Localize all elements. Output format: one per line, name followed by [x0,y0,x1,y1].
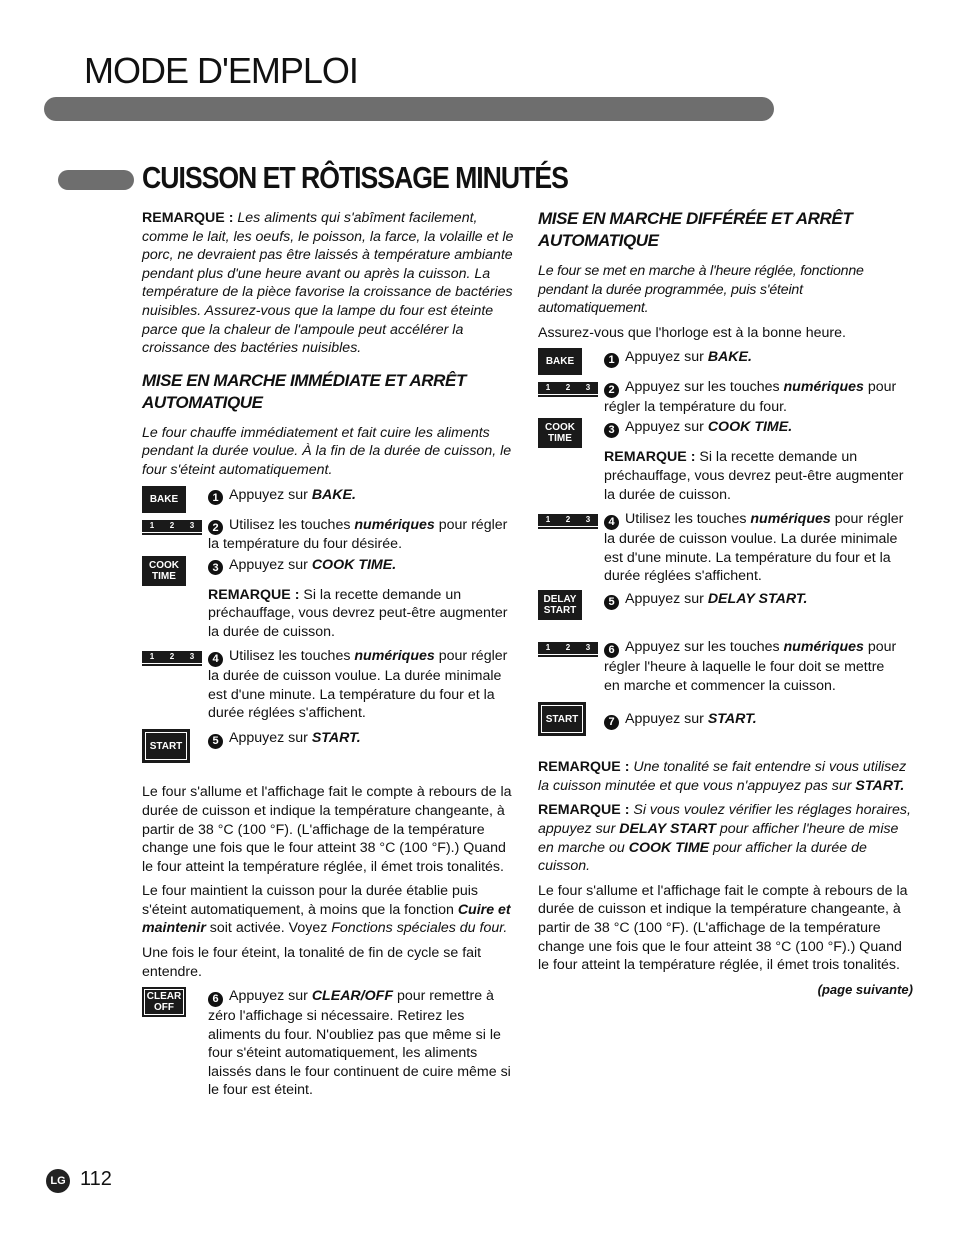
left-intro: Le four chauffe immédiatement et fait cuire les aliments pendant la durée voulue. À la fin de la durée de cuisson, le four s'éteint automatiquement. [142,424,512,478]
left-para-2: Le four maintient la cuisson pour la durée établie puis s'éteint automatiquement, à moins que la fonction Cuire et maintenir soit activée. Voyez Fonctions spéciales du four. [142,883,511,937]
left-para-3: Une fois le four éteint, la tonalité de fin de cycle se fait entendre. [142,945,482,980]
left-step-1: BAKE 1 Appuyez sur BAKE. [142,486,516,512]
left-step-4: 1 2 3 4 Utilisez les touches numériques pour régler la durée de cuisson voulue. La durée minimale est d'une minute. La température du four et la durée réglées s'affichent. [142,647,516,725]
cook-time-key: COOK TIME [142,556,186,586]
right-step-2: 1 2 3 2 Appuyez sur les touches numériques pour régler la température du four. [538,378,913,414]
right-remark-2: REMARQUE : Si vous voulez vérifier les réglages horaires, appuyez sur DELAY START pour afficher l'heure de mise en marche ou COOK TIME pour afficher la durée de cuisson. [538,802,911,875]
header-bar [44,97,774,121]
left-step-3: COOK TIME 3 Appuyez sur COOK TIME. [142,556,516,582]
left-para-1: Le four s'allume et l'affichage fait le compte à rebours de la durée de cuisson et indique la température changeante, à partir de 38 °C (100 °F). (L'affichage de la température change une fois que le four atteint 38 °C (100 °F).) Quand le four atteint la température réglée, il émet trois tonalités. [142,784,512,875]
right-step3-note: REMARQUE : Si la recette demande un préchauffage, vous devrez peut-être augmenter la durée de cuisson. [604,449,904,503]
start-key: START [142,729,190,763]
right-step-1: BAKE 1 Appuyez sur BAKE. [538,348,913,374]
number-keys: 1 2 3 [538,382,598,394]
left-step-5: START 5 Appuyez sur START. [142,729,516,779]
right-column [538,198,913,1005]
left-subheading: MISE EN MARCHE IMMÉDIATE ET ARRÊT AUTOMATIQUE [142,370,466,412]
right-step-5: DELAY START 5 Appuyez sur DELAY START. [538,590,913,634]
right-step-4: 1 2 3 4 Utilisez les touches numériques pour régler la durée de cuisson voulue. La durée minimale est d'une minute. La température du four et la durée réglées s'affichent. [538,510,913,586]
right-intro: Le four se met en marche à l'heure réglée, fonctionne pendant la durée programmée, puis s'éteint automatiquement. [538,263,864,317]
start-key: START [538,702,586,736]
bake-key: BAKE [538,348,582,375]
right-clock-note: Assurez-vous que l'horloge est à la bonne heure. [538,324,846,341]
bake-key: BAKE [142,486,186,513]
left-column [142,209,516,1111]
lg-logo-icon: LG [46,1169,70,1193]
right-para: Le four s'allume et l'affichage fait le compte à rebours de la durée de cuisson et indique la température changeante, à partir de 38 °C (100 °F). (L'affichage de la température change une fois que le four atteint 38 °C (100 °F).) Quand le four atteint la température réglée, il émet trois tonalités. [538,882,908,974]
delay-start-key: DELAY START [538,590,582,620]
manual-title: MODE D'EMPLOI [84,50,358,91]
right-step-6: 1 2 3 6 Appuyez sur les touches numériques pour régler l'heure à laquelle le four doit se mettre en marche et commencer la cuisson. [538,638,913,698]
right-step-3: COOK TIME 3 Appuyez sur COOK TIME. [538,418,913,444]
next-page-note: (page suivante) [817,981,913,997]
number-keys: 1 2 3 [538,514,598,526]
cook-time-key: COOK TIME [538,418,582,448]
section-title: CUISSON ET RÔTISSAGE MINUTÉS [142,160,568,195]
left-step-2: 1 2 3 2 Utilisez les touches numériques pour régler la température du four désirée. [142,516,516,552]
left-step-6: CLEAR OFF 6 Appuyez sur CLEAR/OFF pour remettre à zéro l'affichage si nécessaire. Retirez les aliments du four. N'oubliez pas que même si le four s'éteint automatiquement, les aliments laissés dans le four continuent de cuire même si le four est éteint. [142,987,516,1107]
left-remark: REMARQUE : Les aliments qui s'abîment facilement, comme le lait, les oeufs, le poisson, la farce, la volaille et le porc, ne devraient pas être laissés à température ambiante pendant plus d'une heure avant ou après la cuisson. La température de la pièce favorise la croissance de bactéries nuisibles. Assurez-vous que la lampe du four est éteinte parce que la chaleur de l'ampoule peut accélérer la croissance des bactéries nuisibles. [142,210,514,357]
section-pill [58,170,134,190]
clear-off-key: CLEAR OFF [142,987,186,1017]
number-keys: 1 2 3 [142,651,202,663]
right-subheading: MISE EN MARCHE DIFFÉRÉE ET ARRÊT AUTOMATIQUE [538,209,853,250]
right-step-7: START 7 Appuyez sur START. [538,702,913,754]
right-remark-1: REMARQUE : Une tonalité se fait entendre si vous utilisez la cuisson minutée et que vous n'appuyez pas sur START. [538,759,907,794]
number-keys: 1 2 3 [142,520,202,532]
left-step3-note: REMARQUE : Si la recette demande un préchauffage, vous devrez peut-être augmenter la durée de cuisson. [208,586,508,640]
number-keys: 1 2 3 [538,642,598,654]
page-number: 112 [80,1168,112,1190]
